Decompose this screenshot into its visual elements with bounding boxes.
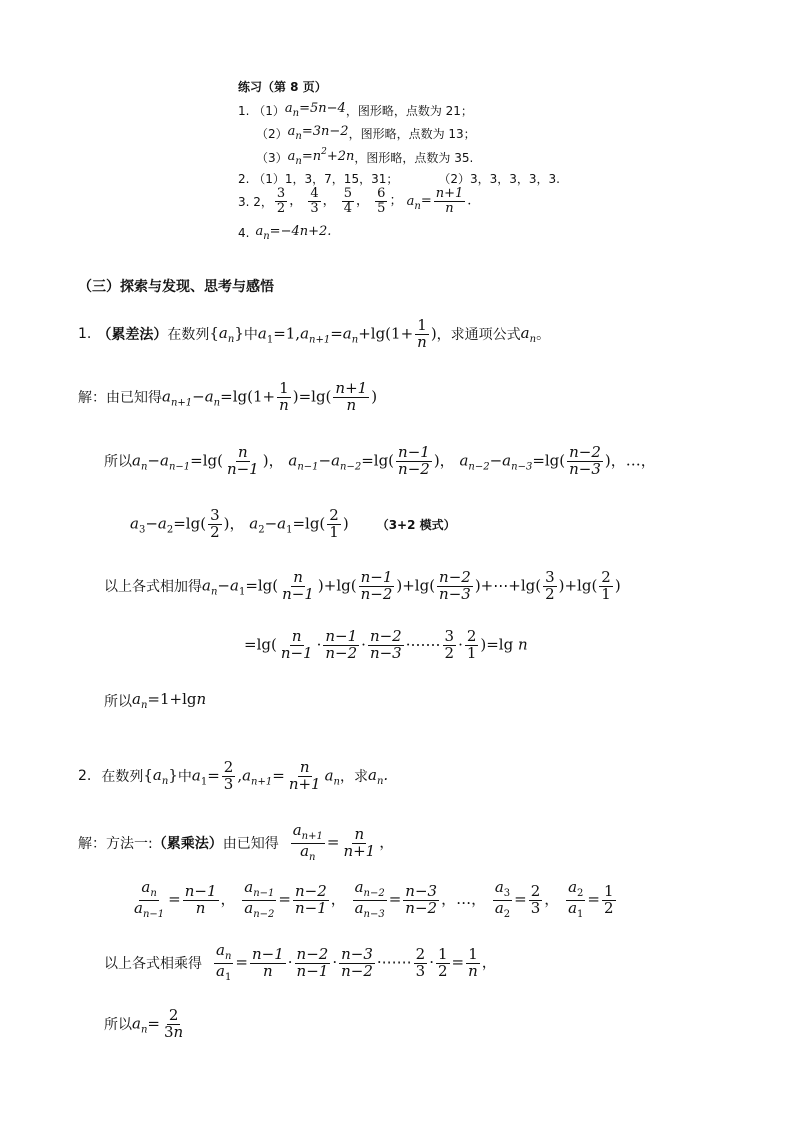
problem-1-product: [244, 629, 528, 662]
formula: $a_1=$ $\frac{2}{3}$ $,a_{n+1}=$ $\frac{n}{n+1}$ $a_n$: [191, 758, 340, 793]
formula: $\{a_n\}$: [143, 765, 178, 787]
formula: $a_n-a_{n-1}=\lg$( $\frac{n}{n-1}$ )， $a_{n-1}-a_{n-2}=\lg$( $\frac{n-1}{n-2}$ )， $a_{n-2}-a_{n-3}=\lg$( $\frac{n-2}{n-3}$ )，…，: [132, 443, 656, 478]
practice-item-1-1: 1. （1） $a_n=5n-4$ ，图形略，点数为 21；: [238, 101, 473, 119]
formula: $a_n=5n-4$: [284, 101, 346, 119]
problem-2-product: 以上各式相乘得 $\frac{a_n}{a_1}$ = $\frac{n-1}{n}$ · $\frac{n-2}{n-1}$ · $\frac{n-3}{n-2}$ ·⋯⋯ $\frac{2}{3}$ · $\frac{1}{2}$ = $\frac{1}{n}$ ，: [104, 941, 497, 983]
formula: $a_3-a_2=\lg$( $\frac{3}{2}$ )， $a_2-a_1=\lg$( $\frac{2}{1}$ ): [130, 506, 349, 541]
problem-1-statement: 1. （累差法） 在数列 $\{a_n\}$ 中 $a_1=1,a_{n+1}=a_n+\lg(1+$ $\frac{1}{n}$ ) ，求通项公式 $a_n$ 。: [78, 316, 551, 351]
formula: $\frac{a_{n+1}}{a_n}$ = $\frac{n}{n+1}$ ，: [292, 821, 395, 863]
practice-heading: 练习（第 8 页）: [238, 80, 327, 94]
section-heading: （三）探索与发现、思考与感悟: [78, 279, 274, 295]
formula: $\frac{a_n}{a_{n-1}}$ = $\frac{n-1}{n}$ ， $\frac{a_{n-1}}{a_{n-2}}$ = $\frac{n-2}{n-1}$ ， $\frac{a_{n-2}}{a_{n-3}}$ = $\frac{n-3}{n-2}$ ，…， $\frac{a_3}{a_2}$ = $\frac{2}{3}$ ， $\frac{a_2}{a_1}$ = $\frac{1}{2}$: [134, 878, 614, 920]
practice-item-2: 2. （1）1，3，7，15，31； （2）3，3，3，3，3.: [238, 172, 560, 186]
problem-1-difference-terms: 所以 $a_n-a_{n-1}=\lg$( $\frac{n}{n-1}$ )， $a_{n-1}-a_{n-2}=\lg$( $\frac{n-1}{n-2}$ )， $a_{n-2}-a_{n-3}=\lg$( $\frac{n-2}{n-3}$ )，…，: [104, 443, 656, 478]
formula: $\{a_n\}$: [209, 323, 244, 345]
formula: $a_n$: [520, 323, 537, 345]
problem-2-result: 所以 $a_n=$ $\frac{2}{3n}$: [104, 1008, 187, 1041]
practice-item-3: 3. 2， $\frac{3}{2}$ ， $\frac{4}{3}$ ， $\frac{5}{4}$ ， $\frac{6}{5}$ ； $a_n=$ $\frac{n+1}{n}$ .: [238, 186, 472, 216]
practice-item-1-2: （2） $a_n=3n-2$ ，图形略，点数为 13；: [256, 124, 476, 142]
formula: $\frac{3}{2}$ ， $\frac{4}{3}$ ， $\frac{5}{4}$ ， $\frac{6}{5}$ ； $a_n=$ $\frac{n+1}{n}$ .: [276, 186, 472, 216]
formula: $a_1=1,a_{n+1}=a_n+\lg(1+$ $\frac{1}{n}$ ): [257, 316, 437, 351]
problem-2-ratio-terms: [130, 880, 618, 920]
formula: $a_n=-4n+2$.: [255, 224, 332, 242]
formula: $a_n$.: [368, 765, 389, 787]
problem-1-solution-start: 解：由已知得 $a_{n+1}-a_n=\lg(1+$ $\frac{1}{n}$ )=lg( $\frac{n+1}{n}$ ): [78, 379, 378, 414]
problem-1-sum: 以上各式相加得 $a_n-a_1=\lg$( $\frac{n}{n-1}$ )+lg( $\frac{n-1}{n-2}$ )+lg( $\frac{n-2}{n-3}$ )+⋯+lg( $\frac{3}{2}$ )+lg( $\frac{2}{1}$ ): [104, 568, 621, 603]
formula: $a_n=3n-2$: [287, 124, 349, 142]
problem-2-statement: 2. 在数列 $\{a_n\}$ 中 $a_1=$ $\frac{2}{3}$ $,a_{n+1}=$ $\frac{n}{n+1}$ $a_n$ ，求 $a_n$.: [78, 758, 389, 793]
formula: $a_n=n^2+2n$: [287, 147, 355, 167]
formula: $a_n=1+\lg n$: [132, 690, 207, 711]
problem-1-last-terms: $a_3-a_2=\lg$( $\frac{3}{2}$ )， $a_2-a_1=\lg$( $\frac{2}{1}$ ) （3+2 模式）: [130, 506, 456, 541]
practice-item-4: 4. $a_n=-4n+2$.: [238, 224, 332, 242]
practice-item-1-3: （3） $a_n=n^2+2n$ ，图形略，点数为 35.: [256, 147, 474, 167]
problem-1-result: 所以 $a_n=1+\lg n$: [104, 690, 207, 711]
formula: $a_{n+1}-a_n=\lg(1+$ $\frac{1}{n}$ )=lg( $\frac{n+1}{n}$ ): [162, 379, 378, 414]
formula: $a_n-a_1=\lg$( $\frac{n}{n-1}$ )+lg( $\frac{n-1}{n-2}$ )+lg( $\frac{n-2}{n-3}$ )+⋯+lg( $\frac{3}{2}$ )+lg( $\frac{2}{1}$ ): [202, 568, 621, 603]
problem-2-solution-start: 解：方法一: （累乘法） 由已知得 $\frac{a_{n+1}}{a_n}$ = $\frac{n}{n+1}$ ，: [78, 821, 395, 863]
formula: $\frac{a_n}{a_1}$ = $\frac{n-1}{n}$ · $\frac{n-2}{n-1}$ · $\frac{n-3}{n-2}$ ·⋯⋯ $\frac{2}{3}$ · $\frac{1}{2}$ = $\frac{1}{n}$ ，: [216, 941, 497, 983]
formula: =lg( $\frac{n}{n-1}$ · $\frac{n-1}{n-2}$ · $\frac{n-2}{n-3}$ ·⋯⋯ $\frac{3}{2}$ · $\frac{2}{1}$ )=lg n: [244, 627, 528, 662]
formula: $a_n=$ $\frac{2}{3n}$: [132, 1006, 184, 1041]
